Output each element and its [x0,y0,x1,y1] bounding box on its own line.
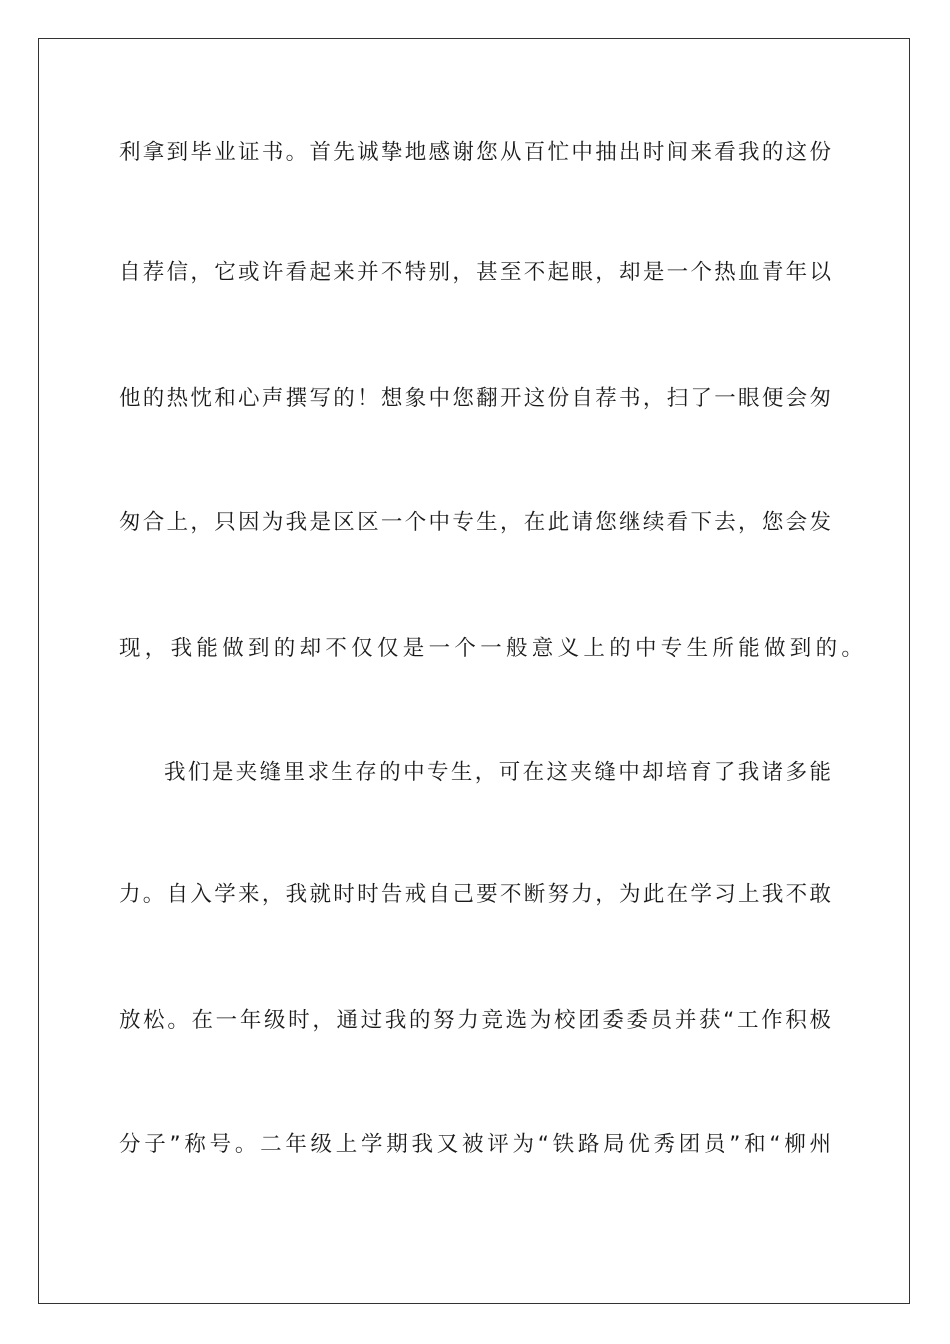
text-line: 自荐信，它或许看起来并不特别，甚至不起眼，却是一个热血青年以 [119,260,831,285]
text-line: 利拿到毕业证书。首先诚挚地感谢您从百忙中抽出时间来看我的这份 [119,140,831,165]
text-line: 分子”称号。二年级上学期我又被评为“铁路局优秀团员”和“柳州 [119,1132,831,1157]
text-line: 匆合上，只因为我是区区一个中专生，在此请您继续看下去，您会发 [119,510,831,535]
text-line: 他的热忱和心声撰写的！想象中您翻开这份自荐书，扫了一眼便会匆 [119,386,831,411]
text-line: 现，我能做到的却不仅仅是一个一般意义上的中专生所能做到的。 [119,636,868,661]
text-line: 力。自入学来，我就时时告戒自己要不断努力，为此在学习上我不敢 [119,882,831,907]
text-line: 放松。在一年级时，通过我的努力竞选为校团委委员并获“工作积极 [119,1008,831,1033]
page-border [38,38,910,1304]
paragraph-first-line: 我们是夹缝里求生存的中专生，可在这夹缝中却培育了我诸多能 [164,760,831,785]
